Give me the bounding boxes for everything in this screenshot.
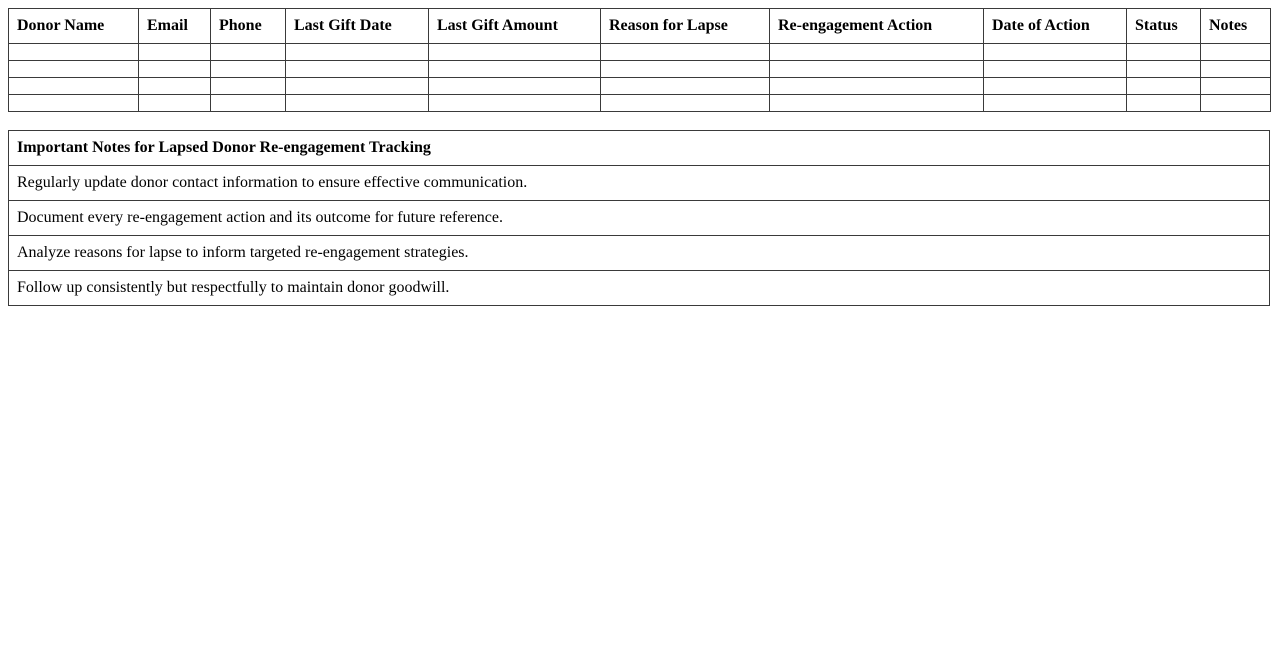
column-header-donor-name: Donor Name <box>9 9 139 44</box>
table-cell[interactable] <box>429 61 601 78</box>
column-header-last-gift-amount: Last Gift Amount <box>429 9 601 44</box>
table-cell[interactable] <box>1201 95 1271 112</box>
list-item <box>9 201 1270 236</box>
table-cell[interactable] <box>211 95 286 112</box>
notes-title: Important Notes for Lapsed Donor Re-engagement Tracking <box>9 131 1270 166</box>
table-cell[interactable] <box>9 78 139 95</box>
table-cell[interactable] <box>1127 78 1201 95</box>
table-row <box>9 95 1271 112</box>
note-text: Follow up consistently but respectfully to maintain donor goodwill. <box>9 271 1270 306</box>
column-header-date-of-action: Date of Action <box>984 9 1127 44</box>
table-cell[interactable] <box>1127 44 1201 61</box>
table-row <box>9 44 1271 61</box>
column-header-last-gift-date: Last Gift Date <box>286 9 429 44</box>
table-cell[interactable] <box>9 61 139 78</box>
table-cell[interactable] <box>286 44 429 61</box>
table-cell[interactable] <box>429 78 601 95</box>
donor-tracking-table <box>8 8 1271 112</box>
table-cell[interactable] <box>211 61 286 78</box>
table-cell[interactable] <box>211 78 286 95</box>
table-cell[interactable] <box>984 61 1127 78</box>
table-cell[interactable] <box>601 95 770 112</box>
table-cell[interactable] <box>286 78 429 95</box>
important-notes-table <box>8 130 1270 306</box>
table-cell[interactable] <box>770 78 984 95</box>
notes-header-row <box>9 131 1270 166</box>
table-row <box>9 78 1271 95</box>
note-text: Regularly update donor contact information to ensure effective communication. <box>9 166 1270 201</box>
table-cell[interactable] <box>429 44 601 61</box>
table-cell[interactable] <box>984 95 1127 112</box>
table-cell[interactable] <box>1201 61 1271 78</box>
column-header-notes: Notes <box>1201 9 1271 44</box>
table-cell[interactable] <box>601 44 770 61</box>
table-cell[interactable] <box>9 95 139 112</box>
table-cell[interactable] <box>286 95 429 112</box>
column-header-phone: Phone <box>211 9 286 44</box>
table-cell[interactable] <box>770 44 984 61</box>
table-cell[interactable] <box>1201 78 1271 95</box>
table-cell[interactable] <box>1127 61 1201 78</box>
table-cell[interactable] <box>984 78 1127 95</box>
table-cell[interactable] <box>9 44 139 61</box>
table-cell[interactable] <box>1127 95 1201 112</box>
table-cell[interactable] <box>211 44 286 61</box>
list-item <box>9 236 1270 271</box>
table-cell[interactable] <box>601 78 770 95</box>
table-cell[interactable] <box>770 95 984 112</box>
table-cell[interactable] <box>286 61 429 78</box>
table-cell[interactable] <box>770 61 984 78</box>
table-cell[interactable] <box>984 44 1127 61</box>
table-cell[interactable] <box>139 44 211 61</box>
column-header-reason-for-lapse: Reason for Lapse <box>601 9 770 44</box>
table-row <box>9 61 1271 78</box>
column-header-re-engagement-action: Re-engagement Action <box>770 9 984 44</box>
list-item <box>9 271 1270 306</box>
table-header-row <box>9 9 1271 44</box>
table-cell[interactable] <box>1201 44 1271 61</box>
table-cell[interactable] <box>601 61 770 78</box>
table-cell[interactable] <box>139 95 211 112</box>
table-cell[interactable] <box>139 61 211 78</box>
table-cell[interactable] <box>429 95 601 112</box>
table-cell[interactable] <box>139 78 211 95</box>
note-text: Document every re-engagement action and its outcome for future reference. <box>9 201 1270 236</box>
note-text: Analyze reasons for lapse to inform targeted re-engagement strategies. <box>9 236 1270 271</box>
column-header-status: Status <box>1127 9 1201 44</box>
column-header-email: Email <box>139 9 211 44</box>
list-item <box>9 166 1270 201</box>
